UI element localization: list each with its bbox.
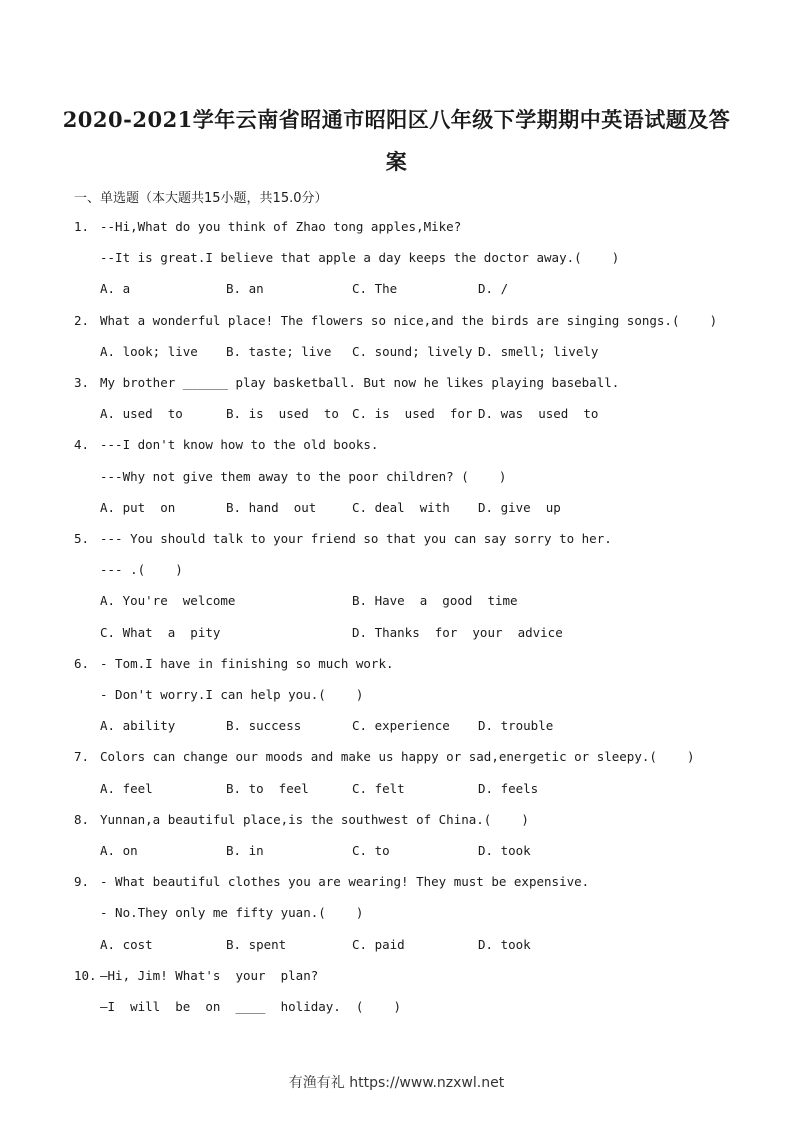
option-d: D. / <box>478 281 509 296</box>
option-b: B. an <box>226 281 264 296</box>
option-d: D. was used to <box>478 406 599 421</box>
question-text: ---I don't know how to the old books. <box>100 437 379 452</box>
question-text: Colors can change our moods and make us happy or sad,energetic or sleepy.( ) <box>100 749 695 764</box>
option-b: B. in <box>226 843 264 858</box>
option-c: C. to <box>352 843 390 858</box>
option-d: D. took <box>478 937 531 952</box>
option-b: B. Have a good time <box>352 593 518 608</box>
option-d: D. trouble <box>478 718 554 733</box>
option-d: D. took <box>478 843 531 858</box>
option-a: A. used to <box>100 406 183 421</box>
question-text: My brother ______ play basketball. But now he likes playing baseball. <box>100 375 620 390</box>
question-text: --- .( ) <box>100 562 183 577</box>
section-header: 一、单选题（本大题共15小题，共15.0分） <box>74 191 328 206</box>
option-a: A. ability <box>100 718 176 733</box>
question-text: --- You should talk to your friend so that you can say sorry to her. <box>100 531 612 546</box>
question-text: —I will be on ____ holiday. ( ) <box>100 999 402 1014</box>
question-number: 6. <box>74 656 90 671</box>
option-c: C. The <box>352 281 398 296</box>
question-number: 9. <box>74 874 90 889</box>
question-number: 8. <box>74 812 90 827</box>
question-number: 7. <box>74 749 90 764</box>
question-text: What a wonderful place! The flowers so nice,and the birds are singing songs.( ) <box>100 313 718 328</box>
option-b: B. success <box>226 718 302 733</box>
question-text: - Tom.I have in finishing so much work. <box>100 656 394 671</box>
option-b: B. to feel <box>226 781 309 796</box>
option-a: A. a <box>100 281 131 296</box>
option-b: B. hand out <box>226 500 317 515</box>
option-a: A. feel <box>100 781 153 796</box>
question-text: —Hi, Jim! What's your plan? <box>100 968 319 983</box>
question-number: 3. <box>74 375 90 390</box>
question-text: ---Why not give them away to the poor children? ( ) <box>100 469 507 484</box>
option-a: A. cost <box>100 937 153 952</box>
option-b: B. taste; live <box>226 344 332 359</box>
option-c: C. felt <box>352 781 405 796</box>
question-text: - Don't worry.I can help you.( ) <box>100 687 364 702</box>
option-c: C. deal with <box>352 500 450 515</box>
question-text: - What beautiful clothes you are wearing! They must be expensive. <box>100 874 590 889</box>
question-number: 10. <box>74 968 97 983</box>
option-c: C. sound; lively <box>352 344 473 359</box>
question-text: --Hi,What do you think of Zhao tong apples,Mike? <box>100 219 462 234</box>
question-number: 4. <box>74 437 90 452</box>
option-a: A. You're welcome <box>100 593 236 608</box>
question-number: 5. <box>74 531 90 546</box>
option-a: A. look; live <box>100 344 198 359</box>
question-text: - No.They only me fifty yuan.( ) <box>100 905 364 920</box>
question-text: --It is great.I believe that apple a day keeps the doctor away.( ) <box>100 250 620 265</box>
option-d: D. Thanks for your advice <box>352 625 563 640</box>
page-title-line-1: 2020-2021学年云南省昭通市昭阳区八年级下学期期中英语试题及答 <box>62 107 731 132</box>
footer-watermark: 有渔有礼 https://www.nzxwl.net <box>288 1075 505 1091</box>
option-b: B. spent <box>226 937 287 952</box>
option-a: A. put on <box>100 500 176 515</box>
option-c: C. paid <box>352 937 405 952</box>
question-number: 2. <box>74 313 90 328</box>
option-c: C. experience <box>352 718 450 733</box>
option-d: D. smell; lively <box>478 344 599 359</box>
option-d: D. feels <box>478 781 539 796</box>
option-a: A. on <box>100 843 138 858</box>
page-title-line-2: 案 <box>385 149 408 174</box>
question-text: Yunnan,a beautiful place,is the southwest of China.( ) <box>100 812 529 827</box>
option-d: D. give up <box>478 500 561 515</box>
option-c: C. What a pity <box>100 625 221 640</box>
option-c: C. is used for <box>352 406 473 421</box>
question-number: 1. <box>74 219 90 234</box>
option-b: B. is used to <box>226 406 339 421</box>
